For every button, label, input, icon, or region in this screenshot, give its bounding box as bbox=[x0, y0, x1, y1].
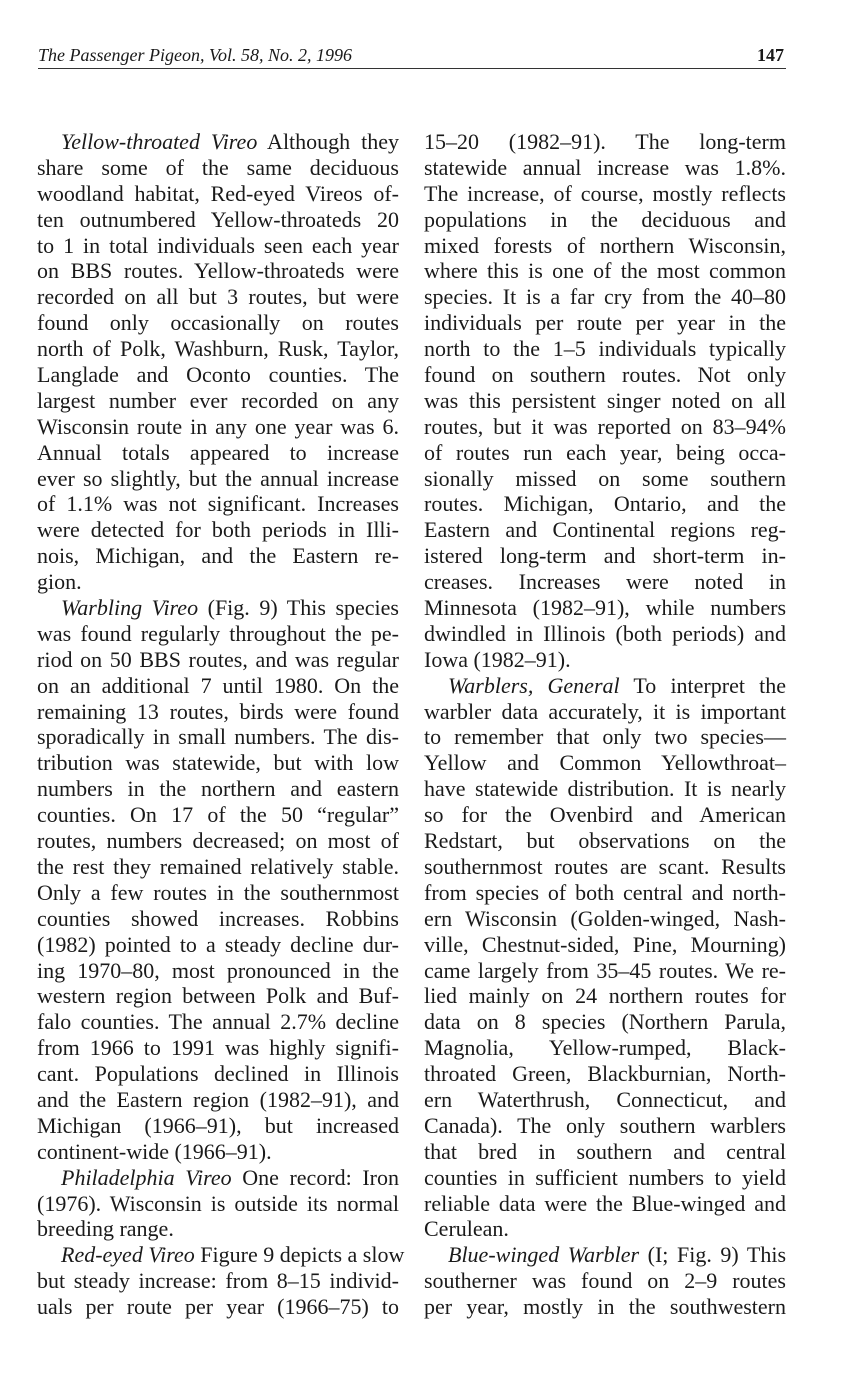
line-text: Redstart, but observations on the bbox=[424, 828, 786, 854]
text-line bbox=[424, 336, 786, 362]
line-text: Langlade and Oconto counties. The bbox=[37, 362, 399, 388]
line-text: Annual totals appeared to increase bbox=[37, 439, 399, 465]
line-text: from 1966 to 1991 was highly signifi- bbox=[37, 1035, 399, 1061]
text-line bbox=[37, 1268, 399, 1294]
line-text: mixed forests of northern Wisconsin, bbox=[424, 232, 786, 258]
line-text: warbler data accurately, it is important bbox=[424, 698, 786, 724]
text-line bbox=[424, 1087, 786, 1113]
text-line bbox=[37, 155, 399, 181]
species-name: Red-eyed Vireo bbox=[61, 1242, 195, 1268]
text-line bbox=[424, 181, 786, 207]
line-text: species. It is a far cry from the 40–80 bbox=[424, 284, 786, 310]
text-line bbox=[37, 828, 399, 854]
page-number: 147 bbox=[757, 45, 784, 65]
line-text: southerner was found on 2–9 routes bbox=[424, 1268, 786, 1294]
line-text: dwindled in Illinois (both periods) and bbox=[424, 620, 786, 646]
line-text: on BBS routes. Yellow-throateds were bbox=[37, 258, 399, 284]
line-text: on an additional 7 until 1980. On the bbox=[37, 672, 399, 698]
line-text: Canada). The only southern warblers bbox=[424, 1112, 786, 1138]
text-line bbox=[424, 466, 786, 492]
text-line bbox=[424, 388, 786, 414]
text-line bbox=[37, 1009, 399, 1035]
line-text: ever so slightly, but the annual increase bbox=[37, 465, 399, 491]
text-line bbox=[37, 932, 399, 958]
text-line bbox=[37, 802, 399, 828]
line-text: (Fig. 9) This species bbox=[198, 595, 399, 621]
text-line bbox=[37, 258, 399, 284]
text-line bbox=[37, 673, 399, 699]
line-text: counties. On 17 of the 50 “regular” bbox=[37, 802, 399, 828]
line-text: Eastern and Continental regions reg- bbox=[424, 517, 786, 543]
text-line bbox=[37, 284, 399, 310]
line-text: tribution was statewide, but with low bbox=[37, 750, 399, 776]
line-text: Iowa (1982–91). bbox=[424, 646, 571, 672]
line-text: creases. Increases were noted in bbox=[424, 569, 786, 595]
line-text: that bred in southern and central bbox=[424, 1138, 786, 1164]
species-heading-line bbox=[37, 595, 399, 621]
line-text: Michigan (1966–91), but increased bbox=[37, 1112, 399, 1138]
text-line bbox=[37, 310, 399, 336]
line-text: north of Polk, Washburn, Rusk, Taylor, bbox=[37, 336, 399, 362]
line-text: so for the Ovenbird and American bbox=[424, 802, 786, 828]
text-line bbox=[424, 1139, 786, 1165]
line-text: continent-wide (1966–91). bbox=[37, 1138, 272, 1164]
line-text: of routes run each year, being occa- bbox=[424, 439, 786, 465]
text-line bbox=[424, 1009, 786, 1035]
line-text: One record: Iron bbox=[231, 1164, 399, 1190]
text-line bbox=[424, 155, 786, 181]
text-line bbox=[37, 776, 399, 802]
species-name: Yellow-throated Vireo bbox=[61, 129, 258, 154]
line-text: where this is one of the most common bbox=[424, 258, 786, 284]
text-line bbox=[424, 1216, 786, 1242]
line-text: ten outnumbered Yellow-throateds 20 bbox=[37, 206, 399, 232]
text-line bbox=[424, 1268, 786, 1294]
line-text: individuals per route per year in the bbox=[424, 310, 786, 336]
line-text: nois, Michigan, and the Eastern re- bbox=[37, 543, 399, 569]
line-text: counties in sufficient numbers to yield bbox=[424, 1164, 786, 1190]
text-line bbox=[37, 362, 399, 388]
text-line bbox=[37, 414, 399, 440]
line-text: to 1 in total individuals seen each year bbox=[37, 232, 399, 258]
text-line bbox=[37, 207, 399, 233]
line-text: recorded on all but 3 routes, but were bbox=[37, 284, 399, 310]
text-line bbox=[424, 284, 786, 310]
line-text: Wisconsin route in any one year was 6. bbox=[37, 413, 399, 439]
text-line bbox=[37, 336, 399, 362]
text-line bbox=[424, 543, 786, 569]
text-line bbox=[424, 776, 786, 802]
text-line bbox=[37, 647, 399, 673]
line-text: was this persistent singer noted on all bbox=[424, 387, 786, 413]
line-text: Figure 9 depicts a slow bbox=[194, 1242, 405, 1268]
text-line bbox=[37, 181, 399, 207]
species-heading-line bbox=[37, 1165, 399, 1191]
text-line bbox=[424, 621, 786, 647]
line-text: the rest they remained relatively stable. bbox=[37, 853, 399, 879]
text-line bbox=[424, 647, 786, 673]
species-heading-line bbox=[37, 129, 399, 155]
running-head bbox=[38, 44, 786, 69]
text-line bbox=[424, 233, 786, 259]
text-line bbox=[37, 440, 399, 466]
species-heading-line bbox=[37, 1242, 405, 1268]
species-heading-line bbox=[424, 673, 786, 699]
text-line bbox=[37, 906, 399, 932]
line-text: sporadically in small numbers. The dis- bbox=[37, 724, 399, 750]
text-line bbox=[424, 828, 786, 854]
text-line bbox=[424, 750, 786, 776]
line-text: ville, Chestnut-sided, Pine, Mourning) bbox=[424, 931, 786, 957]
text-line bbox=[424, 854, 786, 880]
text-line bbox=[37, 1113, 399, 1139]
line-text: western region between Polk and Buf- bbox=[37, 983, 399, 1009]
text-line bbox=[37, 1191, 399, 1217]
text-line bbox=[424, 958, 786, 984]
text-line bbox=[424, 1294, 786, 1320]
line-text: came largely from 35–45 routes. We re- bbox=[424, 957, 786, 983]
text-line bbox=[424, 595, 786, 621]
line-text: (I; Fig. 9) This bbox=[639, 1242, 787, 1268]
line-text: of 1.1% was not significant. Increases bbox=[37, 491, 399, 517]
line-text: north to the 1–5 individuals typically bbox=[424, 336, 786, 362]
line-text: Only a few routes in the southernmost bbox=[37, 879, 399, 905]
line-text: to remember that only two species— bbox=[424, 724, 786, 750]
text-line bbox=[37, 517, 399, 543]
text-line bbox=[424, 932, 786, 958]
text-line bbox=[424, 258, 786, 284]
line-text: numbers in the northern and eastern bbox=[37, 776, 399, 802]
line-text: 15–20 (1982–91). The long-term bbox=[424, 129, 786, 154]
text-line bbox=[424, 1061, 786, 1087]
line-text: Although they bbox=[257, 129, 399, 154]
text-line bbox=[37, 388, 399, 414]
line-text: found only occasionally on routes bbox=[37, 310, 399, 336]
line-text: was found regularly throughout the pe- bbox=[37, 620, 399, 646]
right-column bbox=[424, 129, 786, 1320]
text-line bbox=[37, 569, 399, 595]
line-text: data on 8 species (Northern Parula, bbox=[424, 1009, 786, 1035]
text-line bbox=[37, 621, 399, 647]
line-text: statewide annual increase was 1.8%. bbox=[424, 154, 786, 180]
journal-running-title: The Passenger Pigeon, Vol. 58, No. 2, 1996 bbox=[38, 45, 352, 65]
text-line bbox=[424, 310, 786, 336]
text-line bbox=[424, 1191, 786, 1217]
line-text: lied mainly on 24 northern routes for bbox=[424, 983, 786, 1009]
text-line bbox=[424, 569, 786, 595]
line-text: and the Eastern region (1982–91), and bbox=[37, 1086, 399, 1112]
species-heading-line bbox=[424, 1242, 786, 1268]
line-text: southernmost routes are scant. Results bbox=[424, 853, 786, 879]
text-line bbox=[37, 1139, 399, 1165]
text-line bbox=[424, 880, 786, 906]
line-text: ern Waterthrush, Connecticut, and bbox=[424, 1086, 786, 1112]
line-text: (1976). Wisconsin is outside its normal bbox=[37, 1190, 399, 1216]
line-text: Yellow and Common Yellowthroat– bbox=[424, 750, 786, 776]
text-line bbox=[37, 1294, 399, 1320]
text-line bbox=[37, 233, 399, 259]
text-line bbox=[424, 207, 786, 233]
line-text: To interpret the bbox=[619, 672, 786, 698]
text-line bbox=[424, 491, 786, 517]
text-line bbox=[37, 1087, 399, 1113]
line-text: found on southern routes. Not only bbox=[424, 362, 786, 388]
line-text: share some of the same deciduous bbox=[37, 154, 399, 180]
species-name: Philadelphia Vireo bbox=[61, 1164, 232, 1190]
line-text: remaining 13 routes, birds were found bbox=[37, 698, 399, 724]
text-line bbox=[37, 699, 399, 725]
line-text: have statewide distribution. It is nearly bbox=[424, 776, 786, 802]
text-line bbox=[424, 1113, 786, 1139]
line-text: routes. Michigan, Ontario, and the bbox=[424, 491, 786, 517]
line-text: were detected for both periods in Illi- bbox=[37, 517, 399, 543]
line-text: (1982) pointed to a steady decline dur- bbox=[37, 931, 399, 957]
text-line bbox=[424, 362, 786, 388]
species-name: Warbling Vireo bbox=[61, 595, 199, 621]
line-text: populations in the deciduous and bbox=[424, 206, 786, 232]
line-text: cant. Populations declined in Illinois bbox=[37, 1061, 399, 1087]
line-text: Magnolia, Yellow-rumped, Black- bbox=[424, 1035, 786, 1061]
line-text: uals per route per year (1966–75) to bbox=[37, 1294, 399, 1320]
text-line bbox=[424, 1165, 786, 1191]
text-line bbox=[37, 958, 399, 984]
line-text: routes, but it was reported on 83–94% bbox=[424, 413, 786, 439]
line-text: istered long-term and short-term in- bbox=[424, 543, 786, 569]
line-text: from species of both central and north- bbox=[424, 879, 786, 905]
text-line bbox=[37, 880, 399, 906]
line-text: largest number ever recorded on any bbox=[37, 387, 399, 413]
line-text: routes, numbers decreased; on most of bbox=[37, 828, 399, 854]
line-text: breeding range. bbox=[37, 1216, 174, 1242]
species-name: Warblers, General bbox=[448, 672, 620, 698]
line-text: Minnesota (1982–91), while numbers bbox=[424, 595, 786, 621]
line-text: but steady increase: from 8–15 individ- bbox=[37, 1268, 399, 1294]
line-text: counties showed increases. Robbins bbox=[37, 905, 399, 931]
left-column bbox=[37, 129, 405, 1320]
line-text: ing 1970–80, most pronounced in the bbox=[37, 957, 399, 983]
text-line bbox=[37, 983, 399, 1009]
text-line bbox=[424, 983, 786, 1009]
text-line bbox=[424, 802, 786, 828]
line-text: per year, mostly in the southwestern bbox=[424, 1294, 786, 1320]
text-line bbox=[37, 1035, 399, 1061]
text-line bbox=[424, 724, 786, 750]
line-text: The increase, of course, mostly reflects bbox=[424, 180, 786, 206]
line-text: Cerulean. bbox=[424, 1216, 509, 1242]
text-line bbox=[37, 750, 399, 776]
line-text: gion. bbox=[37, 569, 82, 595]
text-line bbox=[424, 129, 786, 155]
text-line bbox=[424, 440, 786, 466]
text-line bbox=[37, 491, 399, 517]
text-line bbox=[424, 517, 786, 543]
text-line bbox=[424, 1035, 786, 1061]
species-name: Blue-winged Warbler bbox=[448, 1242, 640, 1268]
text-line bbox=[37, 466, 399, 492]
text-line bbox=[37, 543, 399, 569]
line-text: reliable data were the Blue-winged and bbox=[424, 1190, 786, 1216]
line-text: woodland habitat, Red-eyed Vireos of- bbox=[37, 180, 399, 206]
text-line bbox=[424, 699, 786, 725]
text-line bbox=[37, 854, 399, 880]
line-text: ern Wisconsin (Golden-winged, Nash- bbox=[424, 905, 786, 931]
text-line bbox=[424, 906, 786, 932]
text-line bbox=[424, 414, 786, 440]
text-line bbox=[37, 1061, 399, 1087]
text-line bbox=[37, 724, 399, 750]
line-text: riod on 50 BBS routes, and was regular bbox=[37, 646, 399, 672]
line-text: throated Green, Blackburnian, North- bbox=[424, 1061, 786, 1087]
text-line bbox=[37, 1216, 399, 1242]
line-text: falo counties. The annual 2.7% decline bbox=[37, 1009, 399, 1035]
line-text: sionally missed on some southern bbox=[424, 465, 786, 491]
